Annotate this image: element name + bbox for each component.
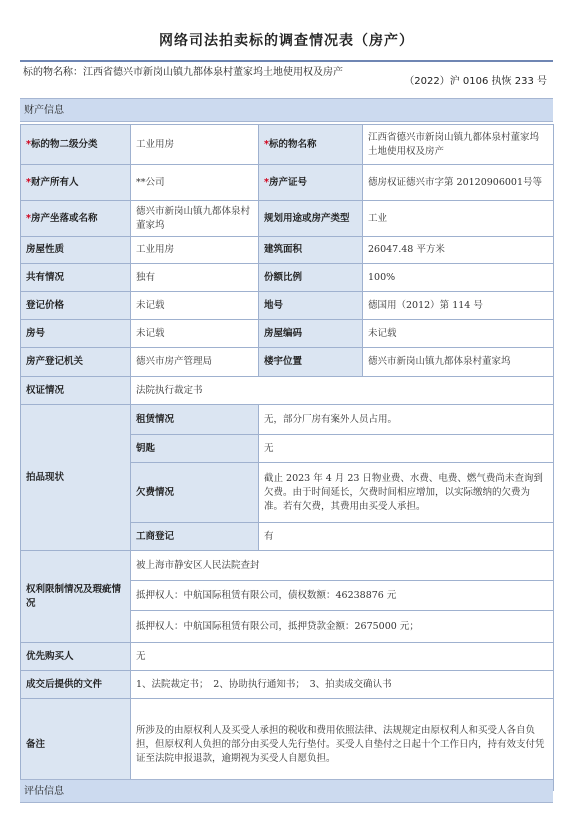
value-registered-price: 未记载 <box>131 292 259 320</box>
table-row <box>21 125 554 165</box>
label-business-registration: 工商登记 <box>131 523 259 551</box>
label-land-number: 地号 <box>259 292 363 320</box>
label-remarks: 备注 <box>21 699 131 791</box>
value-building-location: 德兴市新岗山镇九都体泉村董家坞 <box>363 348 554 377</box>
table-row <box>21 377 554 405</box>
table-row <box>21 643 554 671</box>
value-remarks: 所涉及的由原权利人及买受人承担的税收和费用依照法律、法规规定由原权利人和买受人各自负担，但原权利人负担的部分由买受人先行垫付。买受人自垫付之日起十个工作日内，持有效支付凭证至法院申报退款，逾期视为买受人自愿负担。 <box>131 699 554 791</box>
label-priority-buyer: 优先购买人 <box>21 643 131 671</box>
table-row <box>21 699 554 791</box>
table-row <box>21 201 554 237</box>
required-marker: * <box>26 176 31 188</box>
required-marker: * <box>264 176 269 188</box>
label-room-number: 房号 <box>21 320 131 348</box>
label-registered-price: 登记价格 <box>21 292 131 320</box>
table-row <box>21 405 554 435</box>
label-floor-area: 建筑面积 <box>259 237 363 264</box>
label-rights-certificate: 权证情况 <box>21 377 131 405</box>
label-secondary-category: *标的物二级分类 <box>21 125 131 165</box>
label-building-location: 楼宇位置 <box>259 348 363 377</box>
value-secondary-category: 工业用房 <box>131 125 259 165</box>
label-location: *房产坐落或名称 <box>21 201 131 237</box>
property-table <box>20 124 554 791</box>
label-subject-name: *标的物名称 <box>259 125 363 165</box>
value-priority-buyer: 无 <box>131 643 554 671</box>
value-restriction-2: 抵押权人：中航国际租赁有限公司，债权数额：46238876 元 <box>131 581 554 611</box>
value-share-ratio: 100% <box>363 264 554 292</box>
value-restriction-1: 被上海市静安区人民法院查封 <box>131 551 554 581</box>
table-row <box>21 165 554 201</box>
label-documents-after: 成交后提供的文件 <box>21 671 131 699</box>
label-house-code: 房屋编码 <box>259 320 363 348</box>
table-row <box>21 264 554 292</box>
value-arrears: 截止 2023 年 4 月 23 日物业费、水费、电费、燃气费尚未查询到欠费。由于时间延长，欠费时间相应增加，以实际缴纳的欠费为准。若有欠费，其费用由买受人承担。 <box>259 463 554 523</box>
label-share-ratio: 份额比例 <box>259 264 363 292</box>
value-documents-after: 1、法院裁定书； 2、协助执行通知书； 3、拍卖成交确认书 <box>131 671 554 699</box>
value-subject-name: 江西省德兴市新岗山镇九都体泉村董家坞土地使用权及房产 <box>363 125 554 165</box>
label-house-nature: 房屋性质 <box>21 237 131 264</box>
section-valuation-info: 评估信息 <box>20 779 553 803</box>
label-lease-status: 租赁情况 <box>131 405 259 435</box>
table-row <box>21 671 554 699</box>
table-row <box>21 237 554 264</box>
value-property-cert: 德房权证德兴市字第 20120906001号等 <box>363 165 554 201</box>
value-planned-use: 工业 <box>363 201 554 237</box>
label-restrictions: 权利限制情况及瑕疵情况 <box>21 551 131 643</box>
label-registration-authority: 房产登记机关 <box>21 348 131 377</box>
section-property-info: 财产信息 <box>20 98 553 122</box>
label-co-ownership: 共有情况 <box>21 264 131 292</box>
value-business-registration: 有 <box>259 523 554 551</box>
subject-name: 标的物名称：江西省德兴市新岗山镇九都体泉村董家坞土地使用权及房产 <box>23 67 343 78</box>
table-row <box>21 551 554 581</box>
case-number: （2022）沪 0106 执恢 233 号 <box>404 76 547 87</box>
table-row <box>21 348 554 377</box>
value-owner: **公司 <box>131 165 259 201</box>
table-row <box>21 320 554 348</box>
required-marker: * <box>26 212 31 224</box>
value-location: 德兴市新岗山镇九都体泉村董家坞 <box>131 201 259 237</box>
value-co-ownership: 独有 <box>131 264 259 292</box>
subject-meta-row <box>20 60 553 98</box>
label-property-cert: *房产证号 <box>259 165 363 201</box>
label-owner: *财产所有人 <box>21 165 131 201</box>
label-planned-use: 规划用途或房产类型 <box>259 201 363 237</box>
label-keys: 钥匙 <box>131 435 259 463</box>
value-house-nature: 工业用房 <box>131 237 259 264</box>
value-room-number: 未记载 <box>131 320 259 348</box>
value-lease-status: 无，部分厂房有案外人员占用。 <box>259 405 554 435</box>
value-floor-area: 26047.48 平方米 <box>363 237 554 264</box>
value-restriction-3: 抵押权人：中航国际租赁有限公司，抵押贷款金额：2675000 元； <box>131 611 554 643</box>
required-marker: * <box>26 138 31 150</box>
value-rights-certificate: 法院执行裁定书 <box>131 377 554 405</box>
value-registration-authority: 德兴市房产管理局 <box>131 348 259 377</box>
table-row <box>21 292 554 320</box>
value-land-number: 德国用（2012）第 114 号 <box>363 292 554 320</box>
value-house-code: 未记载 <box>363 320 554 348</box>
label-current-status: 拍品现状 <box>21 405 131 551</box>
document-title: 网络司法拍卖标的调查情况表（房产） <box>159 33 414 49</box>
value-keys: 无 <box>259 435 554 463</box>
label-arrears: 欠费情况 <box>131 463 259 523</box>
required-marker: * <box>264 138 269 150</box>
